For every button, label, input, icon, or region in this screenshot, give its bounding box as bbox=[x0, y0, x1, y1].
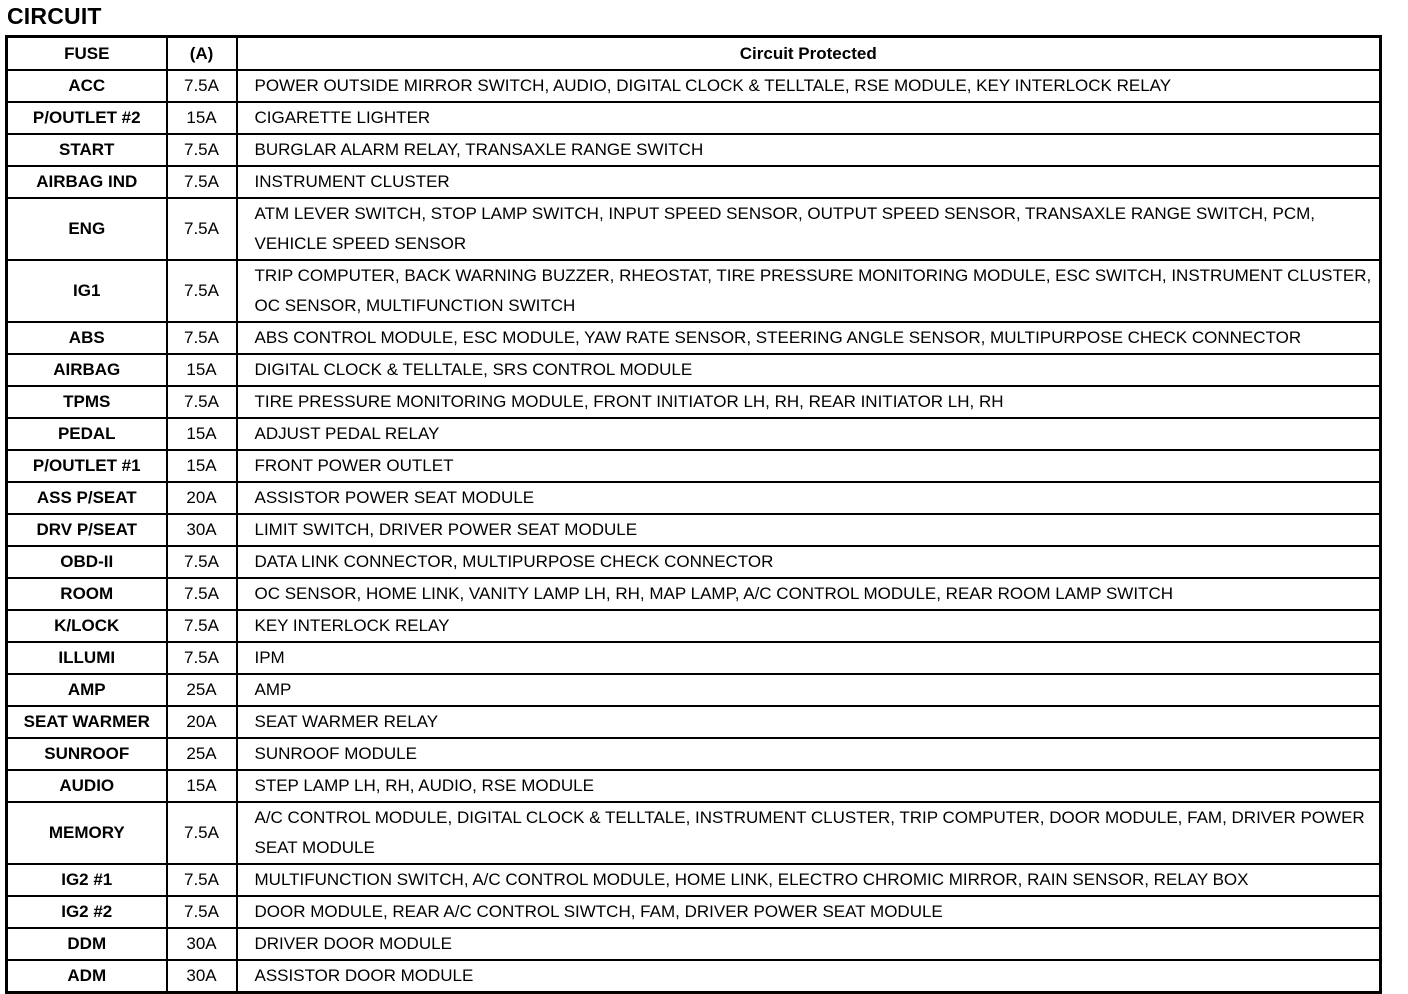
circuit-cell: ASSISTOR POWER SEAT MODULE bbox=[237, 482, 1381, 514]
circuit-cell: CIGARETTE LIGHTER bbox=[237, 102, 1381, 134]
table-row bbox=[7, 928, 1381, 960]
table-row bbox=[7, 418, 1381, 450]
circuit-cell: TIRE PRESSURE MONITORING MODULE, FRONT INITIATOR LH, RH, REAR INITIATOR LH, RH bbox=[237, 386, 1381, 418]
fuse-cell: MEMORY bbox=[7, 802, 167, 864]
circuit-cell: DOOR MODULE, REAR A/C CONTROL SIWTCH, FAM, DRIVER POWER SEAT MODULE bbox=[237, 896, 1381, 928]
circuit-cell: ASSISTOR DOOR MODULE bbox=[237, 960, 1381, 993]
amp-cell: 20A bbox=[167, 706, 237, 738]
circuit-cell: OC SENSOR, HOME LINK, VANITY LAMP LH, RH, MAP LAMP, A/C CONTROL MODULE, REAR ROOM LAMP SWITCH bbox=[237, 578, 1381, 610]
table-row bbox=[7, 386, 1381, 418]
fuse-cell: K/LOCK bbox=[7, 610, 167, 642]
header-fuse: FUSE bbox=[7, 37, 167, 71]
fuse-cell: ASS P/SEAT bbox=[7, 482, 167, 514]
table-row bbox=[7, 960, 1381, 993]
amp-cell: 7.5A bbox=[167, 546, 237, 578]
circuit-cell: STEP LAMP LH, RH, AUDIO, RSE MODULE bbox=[237, 770, 1381, 802]
fuse-cell: IG2 #2 bbox=[7, 896, 167, 928]
fuse-cell: P/OUTLET #2 bbox=[7, 102, 167, 134]
circuit-cell: IPM bbox=[237, 642, 1381, 674]
fuse-cell: SUNROOF bbox=[7, 738, 167, 770]
circuit-cell: INSTRUMENT CLUSTER bbox=[237, 166, 1381, 198]
amp-cell: 7.5A bbox=[167, 386, 237, 418]
circuit-cell: DATA LINK CONNECTOR, MULTIPURPOSE CHECK CONNECTOR bbox=[237, 546, 1381, 578]
circuit-cell: LIMIT SWITCH, DRIVER POWER SEAT MODULE bbox=[237, 514, 1381, 546]
table-row bbox=[7, 198, 1381, 260]
fuse-cell: START bbox=[7, 134, 167, 166]
fuse-cell: AIRBAG IND bbox=[7, 166, 167, 198]
amp-cell: 7.5A bbox=[167, 322, 237, 354]
amp-cell: 15A bbox=[167, 418, 237, 450]
amp-cell: 7.5A bbox=[167, 134, 237, 166]
table-row bbox=[7, 354, 1381, 386]
circuit-cell: MULTIFUNCTION SWITCH, A/C CONTROL MODULE, HOME LINK, ELECTRO CHROMIC MIRROR, RAIN SENSOR, RELAY BOX bbox=[237, 864, 1381, 896]
circuit-cell: POWER OUTSIDE MIRROR SWITCH, AUDIO, DIGITAL CLOCK & TELLTALE, RSE MODULE, KEY INTERLOCK RELAY bbox=[237, 70, 1381, 102]
amp-cell: 30A bbox=[167, 514, 237, 546]
table-row bbox=[7, 864, 1381, 896]
fuse-cell: AMP bbox=[7, 674, 167, 706]
fuse-cell: ACC bbox=[7, 70, 167, 102]
circuit-cell: TRIP COMPUTER, BACK WARNING BUZZER, RHEOSTAT, TIRE PRESSURE MONITORING MODULE, ESC SWITCH, INSTRUMENT CLUSTER, OC SENSOR, MULTIFUNCTION SWITCH bbox=[237, 260, 1381, 322]
table-row bbox=[7, 260, 1381, 322]
amp-cell: 7.5A bbox=[167, 198, 237, 260]
circuit-cell: SUNROOF MODULE bbox=[237, 738, 1381, 770]
amp-cell: 30A bbox=[167, 960, 237, 993]
circuit-cell: A/C CONTROL MODULE, DIGITAL CLOCK & TELLTALE, INSTRUMENT CLUSTER, TRIP COMPUTER, DOOR MODULE, FAM, DRIVER POWER SEAT MODULE bbox=[237, 802, 1381, 864]
amp-cell: 7.5A bbox=[167, 260, 237, 322]
fuse-cell: ROOM bbox=[7, 578, 167, 610]
header-amp: (A) bbox=[167, 37, 237, 71]
fuse-cell: PEDAL bbox=[7, 418, 167, 450]
table-row bbox=[7, 482, 1381, 514]
amp-cell: 7.5A bbox=[167, 578, 237, 610]
table-row bbox=[7, 102, 1381, 134]
fuse-cell: IG2 #1 bbox=[7, 864, 167, 896]
fuse-cell: ABS bbox=[7, 322, 167, 354]
fuse-cell: IG1 bbox=[7, 260, 167, 322]
amp-cell: 7.5A bbox=[167, 642, 237, 674]
circuit-cell: FRONT POWER OUTLET bbox=[237, 450, 1381, 482]
circuit-cell: KEY INTERLOCK RELAY bbox=[237, 610, 1381, 642]
amp-cell: 15A bbox=[167, 354, 237, 386]
table-row bbox=[7, 706, 1381, 738]
table-row bbox=[7, 166, 1381, 198]
amp-cell: 25A bbox=[167, 738, 237, 770]
amp-cell: 7.5A bbox=[167, 896, 237, 928]
fuse-cell: SEAT WARMER bbox=[7, 706, 167, 738]
table-row bbox=[7, 134, 1381, 166]
amp-cell: 7.5A bbox=[167, 610, 237, 642]
circuit-cell: DIGITAL CLOCK & TELLTALE, SRS CONTROL MODULE bbox=[237, 354, 1381, 386]
amp-cell: 30A bbox=[167, 928, 237, 960]
table-row bbox=[7, 450, 1381, 482]
table-row bbox=[7, 70, 1381, 102]
circuit-cell: BURGLAR ALARM RELAY, TRANSAXLE RANGE SWITCH bbox=[237, 134, 1381, 166]
amp-cell: 7.5A bbox=[167, 864, 237, 896]
page-title: CIRCUIT bbox=[7, 3, 102, 29]
amp-cell: 15A bbox=[167, 450, 237, 482]
amp-cell: 15A bbox=[167, 102, 237, 134]
fuse-cell: OBD-II bbox=[7, 546, 167, 578]
fuse-cell: ADM bbox=[7, 960, 167, 993]
table-row bbox=[7, 610, 1381, 642]
fuse-cell: P/OUTLET #1 bbox=[7, 450, 167, 482]
table-header-row bbox=[7, 37, 1381, 71]
circuit-cell: ADJUST PEDAL RELAY bbox=[237, 418, 1381, 450]
fuse-table bbox=[5, 35, 1382, 994]
table-row bbox=[7, 802, 1381, 864]
fuse-cell: DDM bbox=[7, 928, 167, 960]
amp-cell: 7.5A bbox=[167, 802, 237, 864]
table-row bbox=[7, 896, 1381, 928]
circuit-cell: DRIVER DOOR MODULE bbox=[237, 928, 1381, 960]
circuit-cell: ATM LEVER SWITCH, STOP LAMP SWITCH, INPUT SPEED SENSOR, OUTPUT SPEED SENSOR, TRANSAXLE RANGE SWITCH, PCM, VEHICLE SPEED SENSOR bbox=[237, 198, 1381, 260]
header-circuit: Circuit Protected bbox=[237, 37, 1381, 71]
fuse-cell: DRV P/SEAT bbox=[7, 514, 167, 546]
fuse-cell: ENG bbox=[7, 198, 167, 260]
circuit-cell: ABS CONTROL MODULE, ESC MODULE, YAW RATE SENSOR, STEERING ANGLE SENSOR, MULTIPURPOSE CHECK CONNECTOR bbox=[237, 322, 1381, 354]
table-row bbox=[7, 514, 1381, 546]
fuse-cell: TPMS bbox=[7, 386, 167, 418]
amp-cell: 7.5A bbox=[167, 166, 237, 198]
amp-cell: 7.5A bbox=[167, 70, 237, 102]
amp-cell: 20A bbox=[167, 482, 237, 514]
table-row bbox=[7, 642, 1381, 674]
fuse-cell: ILLUMI bbox=[7, 642, 167, 674]
table-row bbox=[7, 738, 1381, 770]
table-row bbox=[7, 546, 1381, 578]
table-row bbox=[7, 770, 1381, 802]
fuse-cell: AIRBAG bbox=[7, 354, 167, 386]
circuit-cell: AMP bbox=[237, 674, 1381, 706]
circuit-cell: SEAT WARMER RELAY bbox=[237, 706, 1381, 738]
table-row bbox=[7, 674, 1381, 706]
fuse-cell: AUDIO bbox=[7, 770, 167, 802]
amp-cell: 15A bbox=[167, 770, 237, 802]
amp-cell: 25A bbox=[167, 674, 237, 706]
table-row bbox=[7, 322, 1381, 354]
table-row bbox=[7, 578, 1381, 610]
